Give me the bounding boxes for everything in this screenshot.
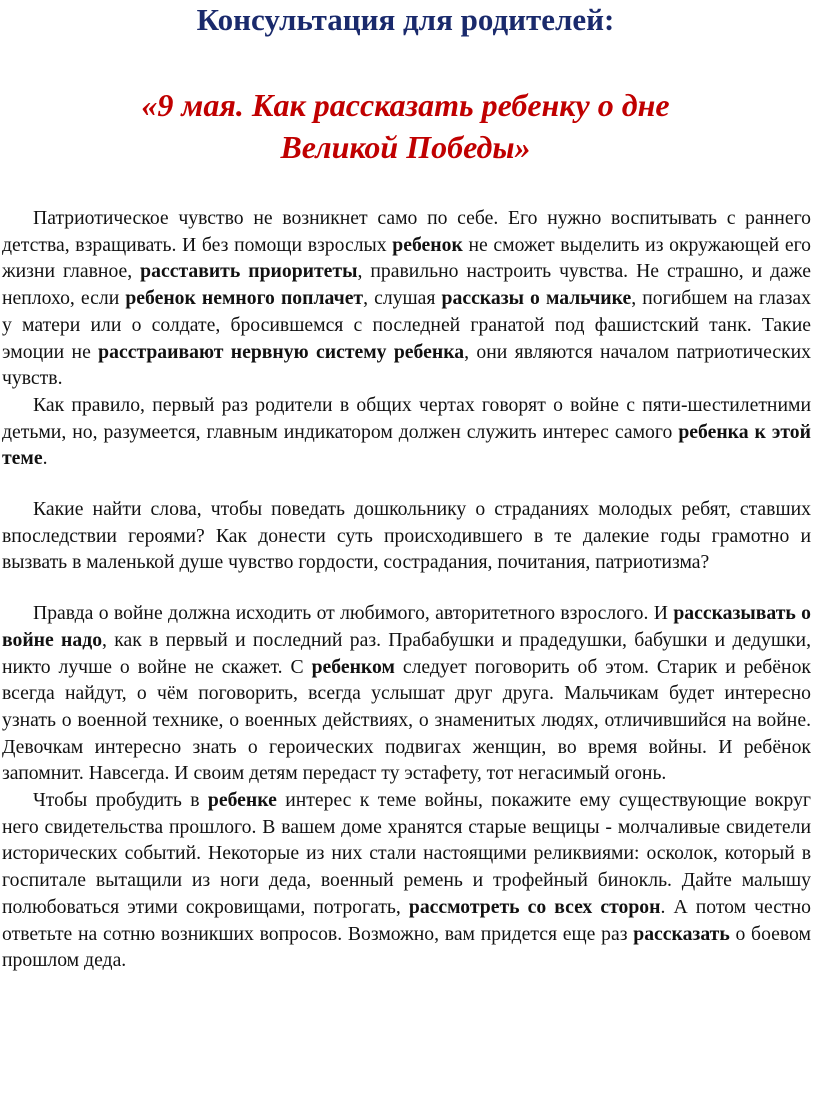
paragraph-text: Правда о войне должна исходить от любимого, авторитетного взрослого. И — [33, 602, 674, 625]
bold-text: рассказы о мальчике — [441, 287, 632, 310]
paragraph-text: , погибшем на глазах у матери или о солдате, бросившемся с последней гранатой под фашистский танк. Такие эмоции не — [2, 287, 811, 363]
paragraph-text: . — [42, 447, 48, 470]
paragraph — [2, 496, 811, 576]
paragraph — [2, 600, 811, 787]
paragraph-text: Как правило, первый раз родители в общих чертах говорят о войне с пяти-шестилетними детьми, но, разумеется, главным индикатором должен служить интерес самого — [2, 393, 811, 443]
paragraph-text: Чтобы пробудить в — [33, 789, 208, 812]
bold-text: расставить приоритеты — [140, 260, 358, 283]
paragraph-text: , как в первый и последний раз. Прабабушки и прадедушки, бабушки и дедушки, никто лучше о войне не скажет. С — [2, 628, 811, 678]
paragraph — [2, 392, 811, 472]
paragraph-text: Патриотическое чувство не возникнет само по себе. Его нужно воспитывать с раннего детства, взращивать. И без помощи взрослых — [2, 207, 811, 256]
paragraph-text: Какие найти слова, чтобы поведать дошкольнику о страданиях молодых ребят, ставших впоследствии героями? Как донести суть происходившего в те далекие годы грамотно и вызвать в маленькой душе чувство гордости, сострадания, почитания, патриотизма? — [2, 498, 811, 574]
paragraph — [2, 205, 811, 392]
article-body — [0, 205, 811, 974]
paragraph-text: следует поговорить об этом. Старик и ребёнок всегда найдут, о чём поговорить, всегда услышат друг друга. Мальчикам будет интересно узнать о военной технике, о военных действиях, о знаменитых людях, отличившийся на войне. Девочкам интересно знать о героических подвигах женщин, во время войны. И ребёнок запомнит. Навсегда. И своим детям передаст ту эстафету, тот негасимый огонь. — [2, 655, 811, 785]
paragraph-text: о боевом прошлом деда. — [2, 922, 811, 972]
paragraph-text: , они являются началом патриотических чувств. — [2, 340, 811, 390]
subtitle-line-1: «9 мая. Как рассказать ребенку о дне — [141, 87, 670, 123]
bold-text: расстраивают нервную систему ребенка — [98, 340, 465, 363]
paragraph — [2, 787, 811, 974]
bold-text: ребенком — [311, 655, 395, 678]
page-title: Консультация для родителей: — [196, 2, 615, 37]
article-subtitle — [0, 84, 811, 168]
paragraph-text: . А потом честно ответьте на сотню возникших вопросов. Возможно, вам придется еще раз — [2, 895, 811, 945]
bold-text: рассмотреть со всех сторон — [408, 895, 661, 918]
paragraph-text: , слушая — [363, 287, 442, 310]
bold-text: рассказывать о войне надо — [2, 602, 811, 651]
bold-text: рассказать — [633, 922, 730, 945]
bold-text: ребенок немного поплачет — [125, 287, 364, 310]
bold-text: ребенке — [207, 789, 277, 812]
bold-text: ребенок — [392, 233, 463, 256]
bold-text: ребенка к этой теме — [2, 420, 811, 470]
subtitle-line-2: Великой Победы» — [280, 129, 531, 165]
paragraph-text: , правильно настроить чувства. Не страшно, и даже неплохо, если — [2, 260, 811, 310]
paragraph-text: интерес к теме войны, покажите ему существующие вокруг него свидетельства прошлого. В вашем доме хранятся старые вещицы - молчаливые свидетели исторических событий. Некоторые из них стали настоящими реликвиями: осколок, который в госпитале вытащили из ноги деда, военный ремень и трофейный бинокль. Дайте малышу полюбоваться этими сокровищами, потрогать, — [2, 789, 811, 918]
paragraph-text: не сможет выделить из окружающей его жизни главное, — [2, 233, 811, 283]
